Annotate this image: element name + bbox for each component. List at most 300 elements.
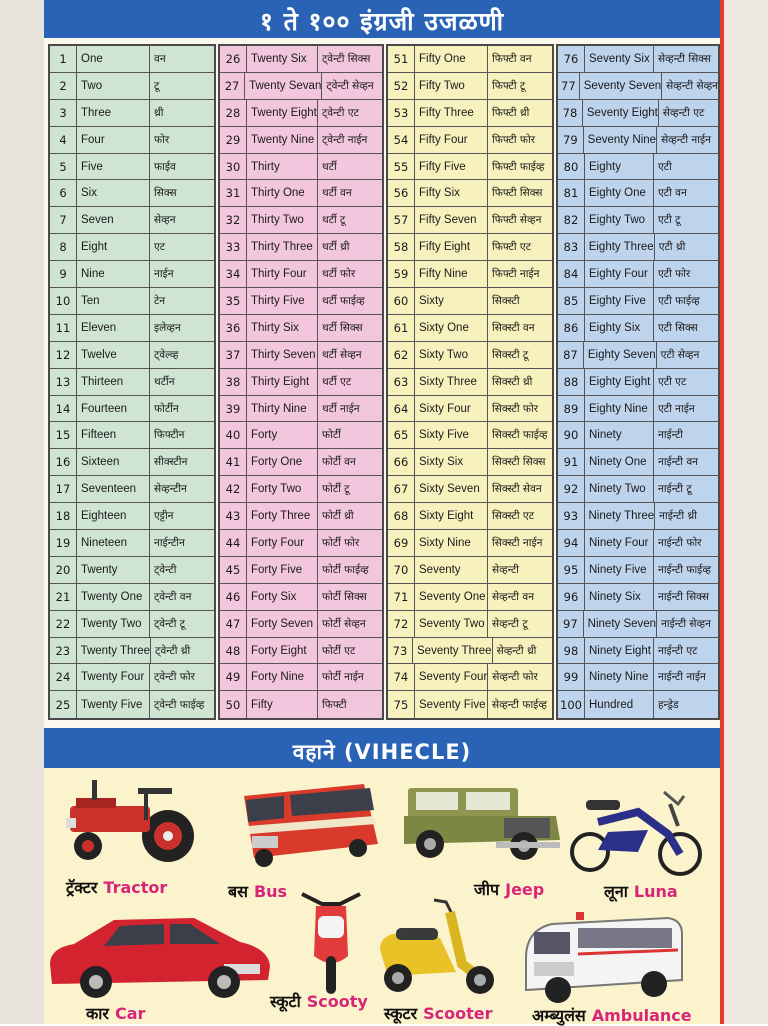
marathi-pronunciation-cell: सेव्हन: [154, 214, 176, 227]
marathi-pronunciation-cell: सिक्स्टी सेवन: [492, 483, 542, 496]
scooter-illustration: [370, 894, 504, 998]
number-cell: 65: [388, 422, 415, 448]
english-word-cell: Eighty Six: [585, 315, 654, 341]
number-row: [388, 207, 552, 234]
number-cell: 56: [388, 180, 415, 206]
english-word-cell: Eighty Five: [585, 288, 654, 314]
number-row: [388, 422, 552, 449]
english-word-cell: Forty: [247, 422, 318, 448]
number-cell: 94: [558, 530, 585, 556]
english-word-cell: Ninety Nine: [585, 664, 654, 690]
number-row: [558, 530, 718, 557]
marathi-pronunciation-cell: थर्टी सेव्हन: [322, 348, 362, 361]
marathi-pronunciation-cell: नाईन्टी एट: [658, 644, 698, 657]
english-word-cell: Seventy: [415, 557, 488, 583]
number-row: [388, 611, 552, 638]
number-row: [220, 261, 382, 288]
english-word-cell: Seventy Four: [415, 664, 488, 690]
number-cell: 98: [558, 638, 585, 664]
english-word-cell: Thirty Four: [247, 261, 318, 287]
bus-label: बस Bus: [228, 882, 288, 901]
number-cell: 9: [50, 261, 77, 287]
number-row: [220, 234, 382, 261]
scooter-label: स्कूटर Scooter: [384, 1004, 493, 1023]
english-word-cell: Fifty Four: [415, 127, 488, 153]
english-word-cell: Nine: [77, 261, 150, 287]
number-cell: 29: [220, 127, 247, 153]
marathi-pronunciation-cell: नाईन्टी वन: [658, 456, 699, 469]
number-row: [558, 154, 718, 181]
marathi-pronunciation-cell: नाईन्टीन: [154, 536, 185, 549]
marathi-pronunciation-cell: नाईन्टी नाईन: [658, 671, 706, 684]
marathi-pronunciation-cell: एट्टीन: [154, 510, 174, 523]
english-word-cell: Forty Four: [247, 530, 318, 556]
number-row: [50, 691, 214, 718]
number-cell: 15: [50, 422, 77, 448]
marathi-pronunciation-cell: नाईन: [154, 268, 174, 281]
number-row: [558, 638, 718, 665]
car-illustration: [44, 908, 274, 1004]
number-row: [50, 422, 214, 449]
number-row: [388, 476, 552, 503]
marathi-pronunciation-cell: थर्टी फाईव्ह: [322, 294, 365, 307]
number-cell: 44: [220, 530, 247, 556]
english-word-cell: Twenty Two: [77, 611, 150, 637]
english-word-cell: Eighty Seven: [584, 342, 657, 368]
english-word-cell: Twenty Nine: [247, 127, 318, 153]
number-row: [388, 234, 552, 261]
english-word-cell: Thirty: [247, 154, 318, 180]
english-word-cell: Ten: [77, 288, 150, 314]
marathi-pronunciation-cell: ट्वेन्टी सिक्स: [322, 52, 371, 65]
number-cell: 33: [220, 234, 247, 260]
marathi-pronunciation-cell: सेव्हन्टी सिक्स: [658, 52, 711, 65]
english-word-cell: Fourteen: [77, 396, 150, 422]
number-row: [220, 503, 382, 530]
number-cell: 38: [220, 369, 247, 395]
number-row: [220, 557, 382, 584]
marathi-pronunciation-cell: नाईन्टी सेव्हन: [661, 617, 711, 630]
marathi-pronunciation-cell: थर्टी फोर: [322, 268, 356, 281]
marathi-pronunciation-cell: फिफ्टी एट: [492, 241, 532, 254]
jeep-label: जीप Jeep: [474, 880, 545, 899]
english-word-cell: Eighty Two: [585, 207, 654, 233]
english-word-cell: Twenty Five: [77, 691, 150, 718]
english-word-cell: Twenty: [77, 557, 150, 583]
number-cell: 20: [50, 557, 77, 583]
number-cell: 70: [388, 557, 415, 583]
marathi-pronunciation-cell: सेव्हन्टी नाईन: [661, 133, 711, 146]
tractor-label: ट्रॅक्टर Tractor: [66, 878, 168, 897]
number-row: [50, 638, 214, 665]
marathi-pronunciation-cell: फोर्टी फोर: [322, 536, 360, 549]
number-table: [44, 38, 720, 728]
english-word-cell: Fifty Five: [415, 154, 488, 180]
number-cell: 18: [50, 503, 77, 529]
number-row: [220, 584, 382, 611]
english-word-cell: Sixty Three: [415, 369, 488, 395]
marathi-pronunciation-cell: सिक्स्टी टू: [492, 348, 529, 361]
number-cell: 95: [558, 557, 585, 583]
english-word-cell: Forty Two: [247, 476, 318, 502]
marathi-pronunciation-cell: सेव्हन्टी फोर: [492, 671, 538, 684]
number-cell: 17: [50, 476, 77, 502]
english-word-cell: Twenty Three: [77, 638, 151, 664]
english-word-cell: Ninety Eight: [585, 638, 654, 664]
english-word-cell: Thirty Six: [247, 315, 318, 341]
marathi-pronunciation-cell: थ्री: [154, 106, 164, 119]
number-row: [558, 234, 718, 261]
number-cell: 99: [558, 664, 585, 690]
number-row: [388, 46, 552, 73]
english-word-cell: Sixty Five: [415, 422, 488, 448]
english-word-cell: Sixteen: [77, 449, 150, 475]
number-cell: 6: [50, 180, 77, 206]
english-word-cell: Ninety Six: [585, 584, 654, 610]
english-word-cell: Forty Eight: [247, 638, 318, 664]
marathi-pronunciation-cell: थर्टी टू: [322, 214, 346, 227]
number-row: [388, 449, 552, 476]
marathi-pronunciation-cell: फोर्टी सेव्हन: [322, 617, 366, 630]
number-row: [50, 369, 214, 396]
luna-label: लूना Luna: [604, 882, 678, 901]
number-cell: 50: [220, 691, 247, 718]
marathi-pronunciation-cell: फिफ्टी: [322, 698, 347, 711]
number-row: [220, 691, 382, 718]
number-cell: 49: [220, 664, 247, 690]
marathi-pronunciation-cell: टेन: [154, 294, 166, 307]
number-cell: 100: [558, 691, 585, 718]
marathi-pronunciation-cell: सेव्हन्टी टू: [492, 617, 528, 630]
number-row: [220, 207, 382, 234]
english-word-cell: Eighty Four: [585, 261, 654, 287]
number-cell: 4: [50, 127, 77, 153]
number-cell: 88: [558, 369, 585, 395]
marathi-pronunciation-cell: एटी फोर: [658, 268, 691, 281]
number-cell: 90: [558, 422, 585, 448]
page-title: १ ते १०० इंग्रजी उजळणी: [44, 0, 720, 44]
number-cell: 31: [220, 180, 247, 206]
number-cell: 89: [558, 396, 585, 422]
marathi-pronunciation-cell: टू: [154, 79, 160, 92]
english-word-cell: Thirty One: [247, 180, 318, 206]
marathi-pronunciation-cell: एटी एट: [658, 375, 687, 388]
number-row: [558, 261, 718, 288]
marathi-pronunciation-cell: फिफ्टी थ्री: [492, 106, 530, 119]
marathi-pronunciation-cell: एटी नाईन: [658, 402, 695, 415]
number-row: [558, 691, 718, 718]
number-cell: 96: [558, 584, 585, 610]
marathi-pronunciation-cell: सेव्हन्टी वन: [492, 590, 535, 603]
number-row: [50, 100, 214, 127]
marathi-pronunciation-cell: फिफ्टीन: [154, 429, 185, 442]
number-cell: 1: [50, 46, 77, 72]
number-row: [50, 476, 214, 503]
english-word-cell: Thirty Five: [247, 288, 318, 314]
english-word-cell: Thirty Eight: [247, 369, 318, 395]
english-word-cell: Hundred: [585, 691, 654, 718]
number-row: [50, 503, 214, 530]
english-word-cell: Seventy Two: [415, 611, 488, 637]
number-cell: 69: [388, 530, 415, 556]
marathi-pronunciation-cell: फिफ्टी टू: [492, 79, 526, 92]
number-row: [388, 73, 552, 100]
english-word-cell: Twenty Sevan: [245, 73, 322, 99]
number-row: [558, 369, 718, 396]
marathi-pronunciation-cell: फिफ्टी सिक्स: [492, 187, 543, 200]
english-word-cell: Seventy Three: [413, 638, 493, 664]
number-column-2: [218, 44, 384, 720]
number-cell: 3: [50, 100, 77, 126]
number-row: [50, 664, 214, 691]
english-word-cell: Seventy Seven: [580, 73, 662, 99]
english-word-cell: Seventeen: [77, 476, 150, 502]
number-cell: 7: [50, 207, 77, 233]
number-row: [220, 396, 382, 423]
marathi-pronunciation-cell: थर्टी वन: [322, 187, 352, 200]
number-cell: 58: [388, 234, 415, 260]
number-row: [558, 476, 718, 503]
right-page-edge: [724, 0, 768, 1024]
number-cell: 93: [558, 503, 585, 529]
number-row: [388, 342, 552, 369]
english-word-cell: Eighty Three: [585, 234, 655, 260]
number-cell: 37: [220, 342, 247, 368]
marathi-pronunciation-cell: नाईन्टी थ्री: [659, 510, 697, 523]
marathi-pronunciation-cell: थर्टी थ्री: [322, 241, 350, 254]
number-cell: 36: [220, 315, 247, 341]
number-row: [388, 127, 552, 154]
english-word-cell: Sixty Seven: [415, 476, 488, 502]
number-row: [50, 73, 214, 100]
number-cell: 41: [220, 449, 247, 475]
marathi-pronunciation-cell: सिक्स्टी फोर: [492, 402, 539, 415]
number-cell: 42: [220, 476, 247, 502]
english-word-cell: Fifty Two: [415, 73, 488, 99]
marathi-pronunciation-cell: एटी फाईव्ह: [658, 294, 700, 307]
number-cell: 68: [388, 503, 415, 529]
number-cell: 91: [558, 449, 585, 475]
number-cell: 27: [220, 73, 245, 99]
number-cell: 35: [220, 288, 247, 314]
marathi-pronunciation-cell: सिक्स्टी सिक्स: [492, 456, 546, 469]
marathi-pronunciation-cell: एटी सेव्हन: [660, 348, 700, 361]
english-word-cell: Forty Nine: [247, 664, 318, 690]
bus-illustration: [224, 774, 384, 874]
number-row: [388, 180, 552, 207]
number-row: [220, 342, 382, 369]
number-row: [388, 288, 552, 315]
marathi-pronunciation-cell: सिक्स्टी एट: [492, 510, 535, 523]
english-word-cell: Seven: [77, 207, 150, 233]
number-cell: 87: [558, 342, 584, 368]
marathi-pronunciation-cell: सेव्हन्टीन: [154, 483, 187, 496]
english-word-cell: Ninety Three: [585, 503, 656, 529]
english-word-cell: Forty Six: [247, 584, 318, 610]
number-row: [220, 180, 382, 207]
number-row: [388, 369, 552, 396]
english-word-cell: Two: [77, 73, 150, 99]
english-word-cell: Three: [77, 100, 150, 126]
number-row: [558, 584, 718, 611]
jeep-illustration: [396, 778, 566, 878]
english-word-cell: Sixty One: [415, 315, 488, 341]
car-label: कार Car: [86, 1004, 146, 1023]
marathi-pronunciation-cell: फोर्टी थ्री: [322, 510, 354, 523]
number-row: [558, 396, 718, 423]
number-row: [388, 315, 552, 342]
number-row: [50, 234, 214, 261]
english-word-cell: Seventy Nine: [584, 127, 657, 153]
number-row: [50, 449, 214, 476]
marathi-pronunciation-cell: फिफ्टी सेव्हन: [492, 214, 542, 227]
number-cell: 77: [558, 73, 580, 99]
number-row: [558, 611, 718, 638]
english-word-cell: Ninety Two: [585, 476, 654, 502]
marathi-pronunciation-cell: ट्वेन्टी टू: [154, 617, 186, 630]
english-word-cell: Twenty One: [77, 584, 150, 610]
number-cell: 39: [220, 396, 247, 422]
number-row: [388, 638, 552, 665]
number-row: [558, 100, 718, 127]
english-word-cell: Fifty Six: [415, 180, 488, 206]
number-cell: 2: [50, 73, 77, 99]
vehicles-heading: वहाने (VIHECLE): [44, 728, 720, 772]
marathi-pronunciation-cell: नाईन्टी टू: [658, 483, 692, 496]
marathi-pronunciation-cell: फोर्टी: [322, 429, 341, 442]
english-word-cell: Eighty: [585, 154, 654, 180]
english-word-cell: Ninety One: [585, 449, 654, 475]
english-word-cell: Eighteen: [77, 503, 150, 529]
number-row: [220, 127, 382, 154]
english-word-cell: Seventy One: [415, 584, 488, 610]
number-row: [220, 638, 382, 665]
number-cell: 11: [50, 315, 77, 341]
number-cell: 10: [50, 288, 77, 314]
number-cell: 59: [388, 261, 415, 287]
number-cell: 24: [50, 664, 77, 690]
english-word-cell: Eighty Nine: [585, 396, 654, 422]
number-cell: 52: [388, 73, 415, 99]
marathi-pronunciation-cell: सेव्हन्टी एट: [662, 106, 705, 119]
marathi-pronunciation-cell: नाईन्टी: [658, 429, 684, 442]
marathi-pronunciation-cell: फोर्टी सिक्स: [322, 590, 367, 603]
number-row: [558, 73, 718, 100]
number-row: [388, 261, 552, 288]
marathi-pronunciation-cell: ट्वेन्टी थ्री: [155, 644, 191, 657]
marathi-pronunciation-cell: थर्टी एट: [322, 375, 352, 388]
number-cell: 71: [388, 584, 415, 610]
english-word-cell: Twelve: [77, 342, 150, 368]
english-word-cell: Ninety Seven: [584, 611, 657, 637]
number-row: [50, 342, 214, 369]
number-cell: 26: [220, 46, 247, 72]
scooty-label: स्कूटी Scooty: [270, 992, 368, 1011]
number-row: [220, 100, 382, 127]
number-row: [558, 46, 718, 73]
number-cell: 25: [50, 691, 77, 718]
english-word-cell: Forty Three: [247, 503, 318, 529]
english-word-cell: Fifty Eight: [415, 234, 488, 260]
number-row: [220, 315, 382, 342]
number-row: [220, 73, 382, 100]
number-cell: 67: [388, 476, 415, 502]
english-word-cell: Four: [77, 127, 150, 153]
number-row: [220, 664, 382, 691]
english-word-cell: Forty Five: [247, 557, 318, 583]
number-row: [388, 396, 552, 423]
marathi-pronunciation-cell: थर्टी: [322, 160, 337, 173]
number-row: [558, 664, 718, 691]
marathi-pronunciation-cell: वन: [154, 52, 166, 65]
number-cell: 5: [50, 154, 77, 180]
number-cell: 22: [50, 611, 77, 637]
number-cell: 80: [558, 154, 585, 180]
english-word-cell: Fifty Seven: [415, 207, 488, 233]
marathi-pronunciation-cell: सिक्स्टी: [492, 294, 520, 307]
english-word-cell: Fifty: [247, 691, 318, 718]
english-word-cell: One: [77, 46, 150, 72]
number-row: [50, 46, 214, 73]
number-row: [50, 154, 214, 181]
number-cell: 47: [220, 611, 247, 637]
english-word-cell: Twenty Four: [77, 664, 150, 690]
marathi-pronunciation-cell: सिक्स्टी थ्री: [492, 375, 533, 388]
english-word-cell: Forty Seven: [247, 611, 318, 637]
number-cell: 53: [388, 100, 415, 126]
number-cell: 23: [50, 638, 77, 664]
number-cell: 32: [220, 207, 247, 233]
number-cell: 14: [50, 396, 77, 422]
marathi-pronunciation-cell: सीक्स्टीन: [154, 456, 188, 469]
english-word-cell: Eighty One: [585, 180, 654, 206]
english-word-cell: Fifty Nine: [415, 261, 488, 287]
marathi-pronunciation-cell: ट्वेन्टी एट: [322, 106, 359, 119]
number-row: [558, 422, 718, 449]
english-word-cell: Eighty Eight: [585, 369, 654, 395]
marathi-pronunciation-cell: थर्टी सिक्स: [322, 321, 363, 334]
number-cell: 79: [558, 127, 584, 153]
number-cell: 64: [388, 396, 415, 422]
number-row: [50, 261, 214, 288]
english-word-cell: Sixty: [415, 288, 488, 314]
number-cell: 81: [558, 180, 585, 206]
left-page-edge: [0, 0, 44, 1024]
scooty-illustration: [296, 886, 366, 998]
number-row: [220, 611, 382, 638]
number-cell: 45: [220, 557, 247, 583]
number-row: [388, 691, 552, 718]
number-row: [50, 584, 214, 611]
english-word-cell: Ninety: [585, 422, 654, 448]
number-row: [558, 315, 718, 342]
english-word-cell: Ninety Five: [585, 557, 654, 583]
number-row: [388, 503, 552, 530]
number-cell: 74: [388, 664, 415, 690]
number-row: [558, 127, 718, 154]
number-cell: 43: [220, 503, 247, 529]
marathi-pronunciation-cell: ट्वेन्टी फोर: [154, 671, 195, 684]
number-row: [220, 476, 382, 503]
marathi-pronunciation-cell: फोर्टी एट: [322, 644, 356, 657]
number-row: [50, 611, 214, 638]
number-row: [50, 530, 214, 557]
number-cell: 72: [388, 611, 415, 637]
number-cell: 86: [558, 315, 585, 341]
number-cell: 73: [388, 638, 413, 664]
english-word-cell: Eight: [77, 234, 150, 260]
english-word-cell: Sixty Six: [415, 449, 488, 475]
